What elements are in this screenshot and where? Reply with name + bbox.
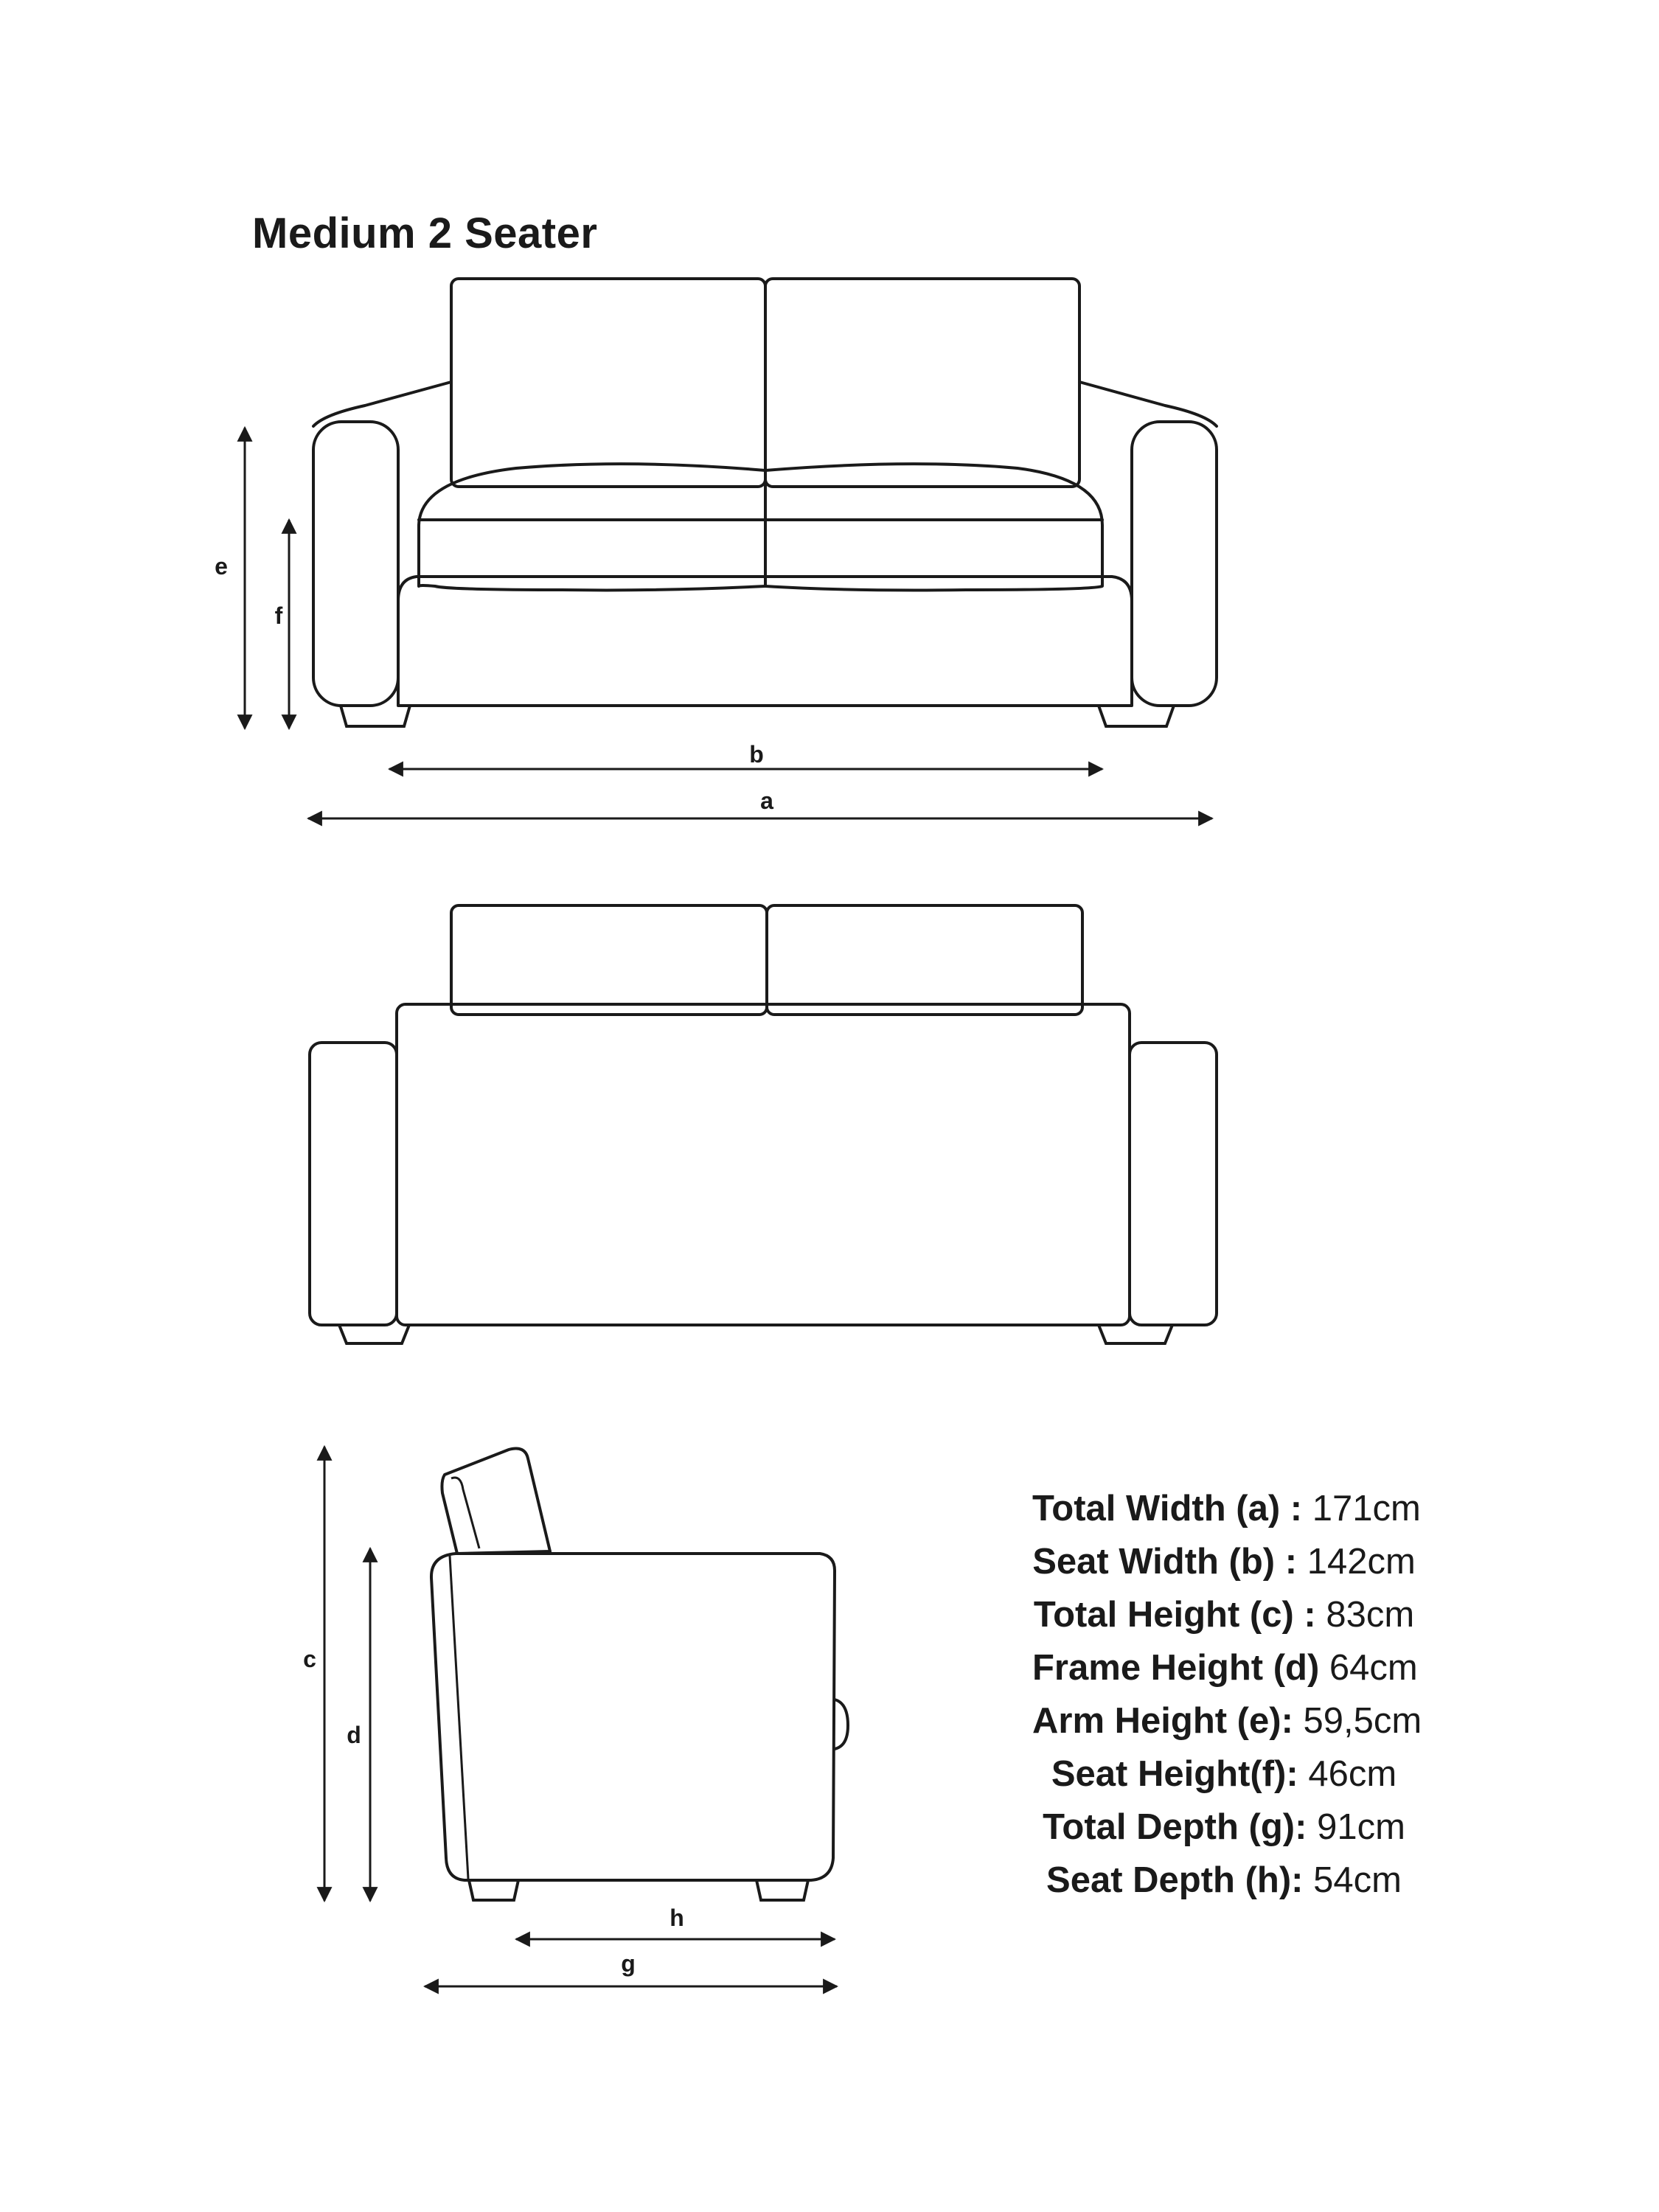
spec-value: 59,5cm [1303, 1701, 1422, 1741]
front-back-cushion-right [765, 279, 1079, 487]
spec-row-seat-width [1032, 1535, 1416, 1588]
spec-row-arm-height [1032, 1694, 1422, 1747]
spec-value: 83cm [1326, 1595, 1415, 1635]
spec-value: 142cm [1307, 1542, 1416, 1582]
side-leg-front [469, 1880, 518, 1900]
dimension-spec-list [1032, 1482, 1422, 1907]
spec-value: 46cm [1308, 1754, 1397, 1794]
side-back-cushion-inner [451, 1478, 479, 1548]
side-arm-panel [450, 1556, 468, 1879]
side-view [431, 1449, 848, 1901]
back-cushion-left [451, 905, 767, 1015]
spec-row-total-width [1032, 1482, 1421, 1535]
side-back-cushion [442, 1449, 550, 1554]
side-leg-back [757, 1880, 808, 1900]
dimension-labels [215, 553, 773, 1977]
side-rear-bump [835, 1700, 848, 1749]
dimension-label-c: c [303, 1646, 316, 1672]
dimension-label-d: d [347, 1722, 361, 1748]
dimension-label-f: f [274, 602, 283, 629]
front-right-arm [1132, 422, 1217, 706]
front-view [313, 279, 1217, 726]
front-back-cushion-left [451, 279, 765, 487]
spec-label: Total Depth (g): [1043, 1807, 1307, 1847]
spec-row-seat-height [1032, 1747, 1416, 1801]
spec-row-total-height [1032, 1588, 1416, 1641]
spec-label: Seat Height(f): [1051, 1754, 1298, 1794]
front-seat-cushion-left [419, 464, 765, 590]
back-right-arm [1130, 1043, 1217, 1325]
side-frame [431, 1554, 835, 1880]
spec-value: 91cm [1317, 1807, 1405, 1847]
back-panel [397, 1004, 1130, 1325]
back-left-arm [310, 1043, 397, 1325]
front-left-arm [313, 422, 398, 706]
front-leg-left [341, 706, 410, 726]
spec-label: Total Width (a) : [1032, 1489, 1303, 1528]
spec-label: Total Height (c) : [1033, 1595, 1316, 1635]
spec-value: 171cm [1312, 1489, 1421, 1528]
front-base [398, 577, 1132, 706]
spec-row-frame-height [1032, 1641, 1416, 1694]
back-cushion-right [767, 905, 1082, 1015]
diagram-title: Medium 2 Seater [252, 209, 598, 257]
back-view [310, 905, 1217, 1343]
front-left-arm-slope [313, 382, 451, 426]
back-leg-right [1099, 1325, 1172, 1343]
front-right-arm-slope [1079, 382, 1217, 426]
dimension-label-g: g [621, 1950, 636, 1977]
dimension-label-a: a [760, 787, 773, 814]
front-seat-cushion-right [765, 464, 1102, 590]
spec-label: Seat Width (b) : [1032, 1542, 1298, 1582]
dimension-label-h: h [669, 1905, 684, 1931]
dimension-label-b: b [749, 741, 764, 768]
spec-row-seat-depth [1032, 1854, 1416, 1907]
spec-value: 64cm [1329, 1648, 1418, 1688]
back-leg-left [339, 1325, 409, 1343]
front-leg-right [1099, 706, 1174, 726]
spec-label: Seat Depth (h): [1046, 1860, 1304, 1900]
spec-row-total-depth [1032, 1801, 1416, 1854]
spec-value: 54cm [1313, 1860, 1402, 1900]
dimension-label-e: e [215, 553, 228, 580]
spec-label: Frame Height (d) [1032, 1648, 1320, 1688]
spec-label: Arm Height (e): [1032, 1701, 1293, 1741]
